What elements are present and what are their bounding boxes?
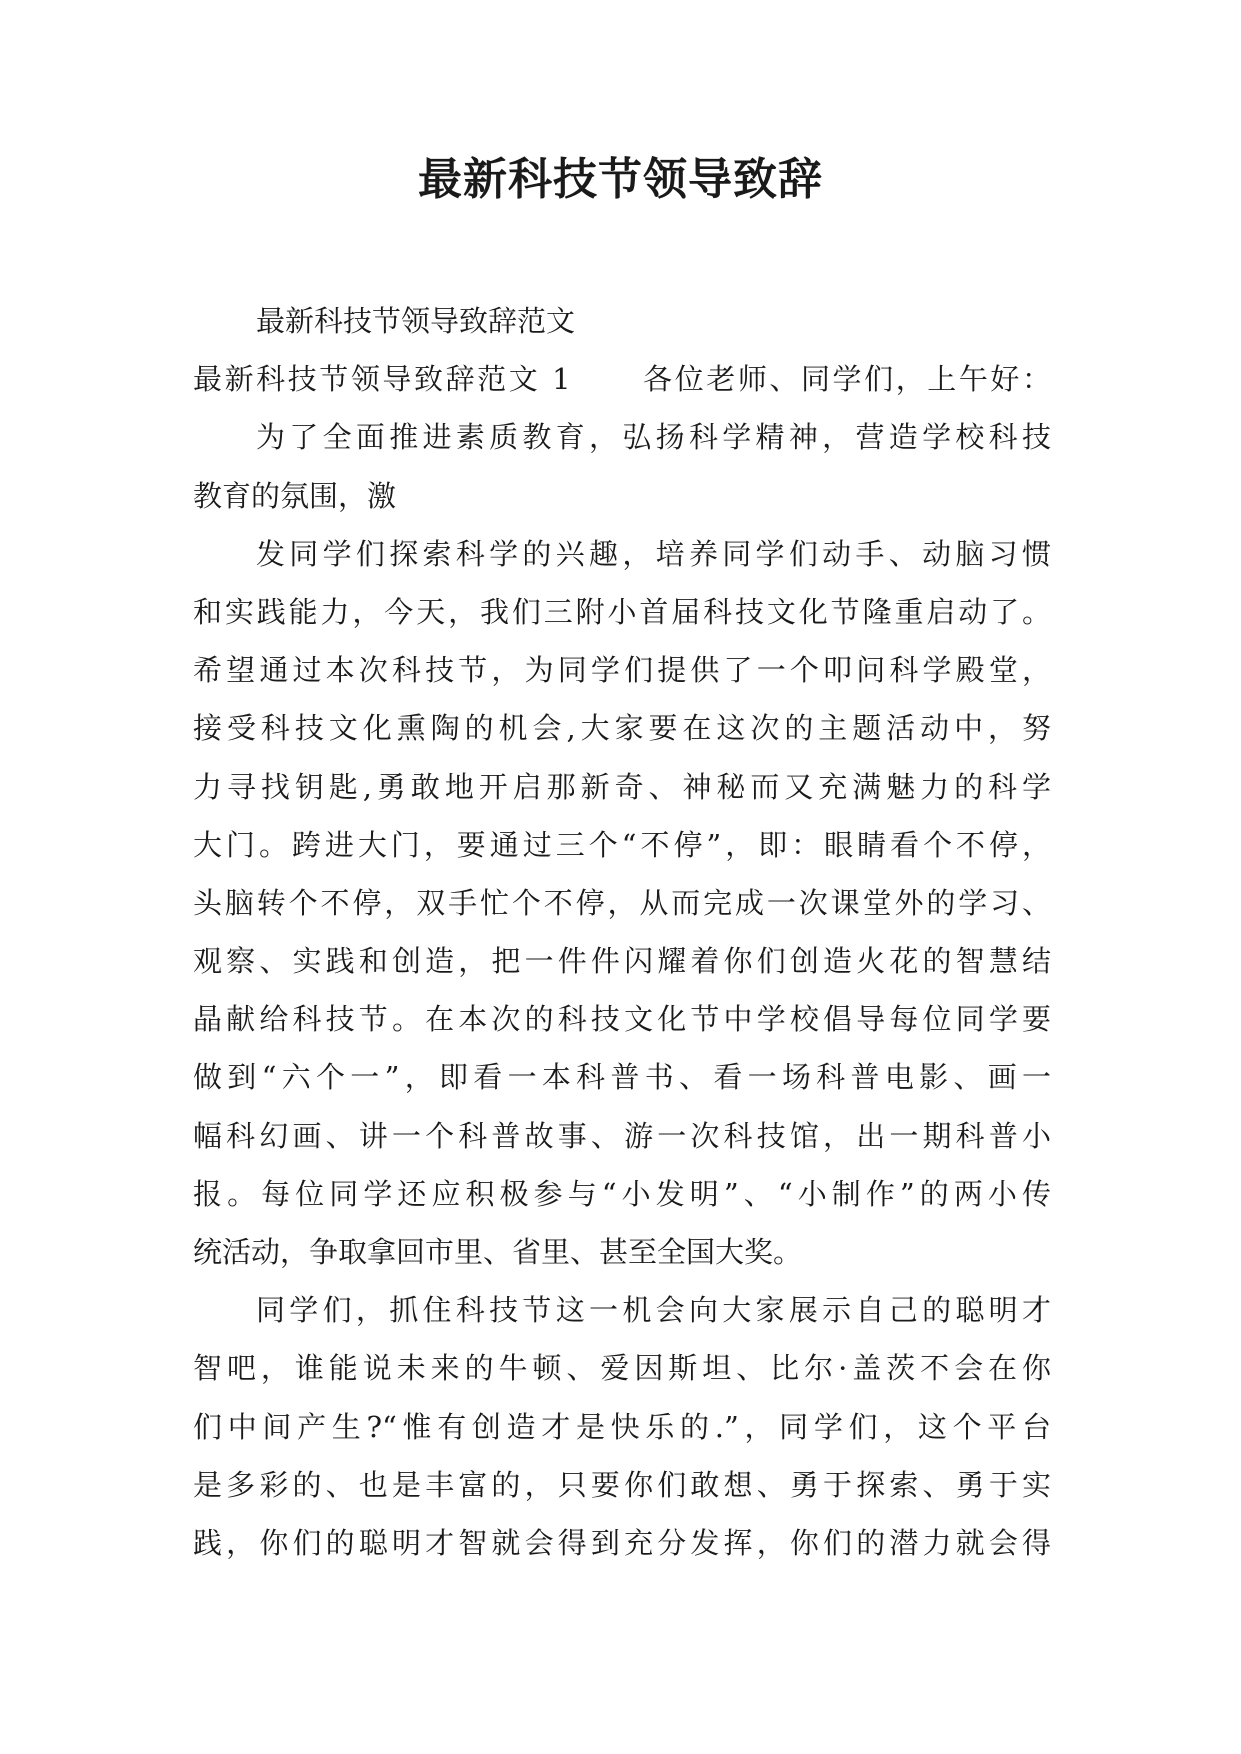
paragraph-line: 和实践能力，今天，我们三附小首届科技文化节隆重启动了。 (193, 594, 1051, 629)
paragraph-line: 智吧，谁能说未来的牛顿、爱因斯坦、比尔·盖茨不会在你 (193, 1351, 1051, 1386)
paragraph-line: 为了全面推进素质教育，弘扬科学精神，营造学校科技 (256, 420, 1051, 455)
section-heading: 最新科技节领导致辞范文 1 (193, 362, 571, 397)
paragraph-line: 做到“六个一”，即看一本科普书、看一场科普电影、画一 (193, 1060, 1051, 1095)
greeting: 各位老师、同学们，上午好： (640, 362, 1051, 397)
paragraph-line: 接受科技文化熏陶的机会,大家要在这次的主题活动中，努 (193, 711, 1051, 746)
paragraph-line: 头脑转个不停，双手忙个不停，从而完成一次课堂外的学习、 (193, 885, 1051, 920)
paragraph-line: 践，你们的聪明才智就会得到充分发挥，你们的潜力就会得 (193, 1525, 1051, 1560)
paragraph-line: 统活动，争取拿回市里、省里、甚至全国大奖。 (193, 1235, 803, 1269)
heading-greeting-line (193, 350, 1051, 408)
paragraph-line: 同学们，抓住科技节这一机会向大家展示自己的聪明才 (256, 1293, 1051, 1328)
paragraph-line: 观察、实践和创造，把一件件闪耀着你们创造火花的智慧结 (193, 944, 1051, 979)
paragraph-line: 报。每位同学还应积极参与“小发明”、“小制作”的两小传 (193, 1176, 1051, 1211)
paragraph-line: 教育的氛围，激 (193, 478, 397, 513)
paragraph-line: 希望通过本次科技节，为同学们提供了一个叩问科学殿堂， (193, 653, 1051, 688)
document-title: 最新科技节领导致辞 (418, 154, 823, 205)
paragraph-line: 幅科幻画、讲一个科普故事、游一次科技馆，出一期科普小 (193, 1118, 1051, 1153)
paragraph-line: 是多彩的、也是丰富的，只要你们敢想、勇于探索、勇于实 (193, 1467, 1051, 1502)
paragraph-line: 晶献给科技节。在本次的科技文化节中学校倡导每位同学要 (193, 1002, 1051, 1037)
paragraph-line: 们中间产生?“惟有创造才是快乐的.”，同学们，这个平台 (193, 1409, 1051, 1444)
paragraph-line: 力寻找钥匙,勇敢地开启那新奇、神秘而又充满魅力的科学 (193, 769, 1051, 804)
subtitle-line: 最新科技节领导致辞范文 (256, 304, 576, 338)
paragraph-line: 发同学们探索科学的兴趣，培养同学们动手、动脑习惯 (256, 536, 1051, 571)
paragraph-line: 大门。跨进大门，要通过三个“不停”，即：眼睛看个不停， (193, 827, 1051, 862)
document-body (193, 292, 1051, 1572)
